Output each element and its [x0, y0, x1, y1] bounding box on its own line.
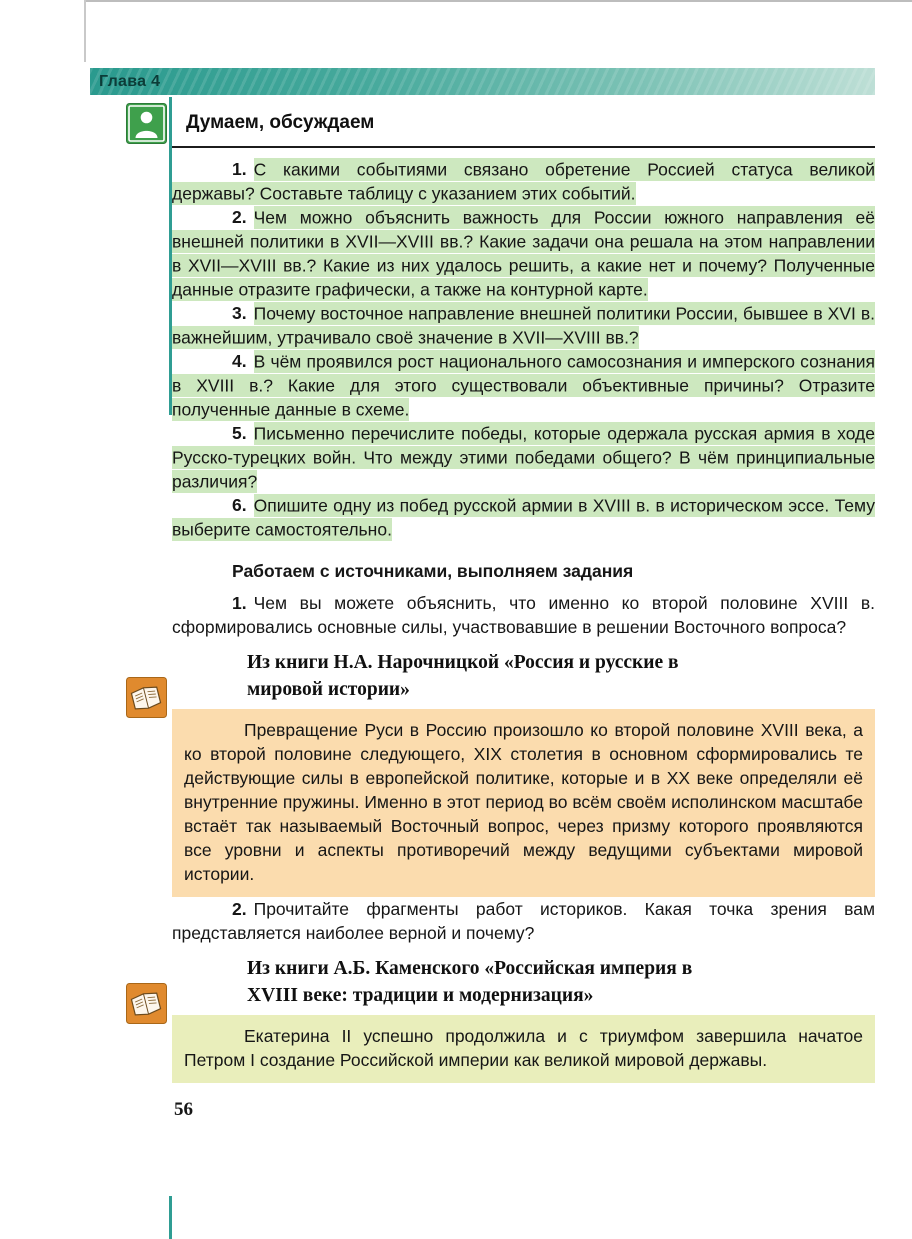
- question-item: [172, 301, 875, 349]
- question-item: [172, 421, 875, 493]
- question-number: 4.: [232, 351, 247, 371]
- source-quote-text: Превращение Руси в Россию произошло ко второй половине XVIII века, а ко второй половине следующего, XIX столетия в основном сформировались те действующие силы в европейской политике, которые и в XX веке определяли её внутренние пружины. Именно в этот период во всём своём исполинском масштабе встаёт так называемый Восточный вопрос, через призму которого проявляются все уровни и аспекты противоречий между ведущими субъектами мировой истории.: [184, 720, 863, 884]
- question-number: 5.: [232, 423, 247, 443]
- task-item: [172, 897, 875, 945]
- page-bottom-rule-vertical: [169, 1196, 172, 1239]
- task-text: Прочитайте фрагменты работ историков. Какая точка зрения вам представляется наиболее верной и почему?: [172, 899, 875, 943]
- question-item: [172, 349, 875, 421]
- question-text: Опишите одну из побед русской армии в XVIII в. в историческом эссе. Тему выберите самостоятельно.: [172, 495, 875, 539]
- chapter-header-bar: [90, 68, 875, 95]
- book-source-icon: [126, 677, 167, 718]
- question-text: Почему восточное направление внешней политики России, бывшее в XVI в. важнейшим, утрачивало своё значение в XVII—XVIII вв.?: [172, 303, 875, 347]
- question-text: В чём проявился рост национального самосознания и имперского сознания в XVIII в.? Какие для этого существовали объективные причины? Отразите полученные данные в схеме.: [172, 351, 875, 419]
- page-edge-top: [84, 0, 912, 2]
- task-number: 1.: [232, 593, 247, 613]
- sources-section-title: Работаем с источниками, выполняем задания: [232, 561, 634, 581]
- questions-list: [172, 157, 875, 541]
- question-number: 2.: [232, 207, 247, 227]
- question-item: [172, 205, 875, 301]
- think-discuss-icon: [126, 103, 167, 144]
- page-content: [172, 100, 875, 1121]
- question-number: 1.: [232, 159, 247, 179]
- task-text: Чем вы можете объяснить, что именно ко второй половине XVIII в. сформировались основные силы, участвовавшие в решении Восточного вопроса?: [172, 593, 875, 637]
- question-item: [172, 493, 875, 541]
- question-text: Чем можно объяснить важность для России южного направления её внешней политики в XVII—XVIII вв.? Какие задачи она решала на этом направлении в XVII—XVIII вв.? Какие из них удалось решить, а какие нет и почему? Полученные данные отразите графически, а также на контурной карте.: [172, 207, 875, 299]
- book-source-icon: [126, 983, 167, 1024]
- question-item: [172, 157, 875, 205]
- question-number: 3.: [232, 303, 247, 323]
- task-number: 2.: [232, 899, 247, 919]
- source-quote-block: [172, 709, 875, 897]
- chapter-label: Глава 4: [99, 73, 161, 90]
- question-text: С какими событиями связано обретение Россией статуса великой державы? Составьте таблицу с указанием этих событий.: [172, 159, 875, 203]
- think-section-title: Думаем, обсуждаем: [186, 112, 375, 133]
- source-block-narochnitskaya: [172, 649, 875, 897]
- page-number: 56: [174, 1099, 193, 1120]
- question-number: 6.: [232, 495, 247, 515]
- source-block-kamensky: [172, 955, 875, 1083]
- source-quote-text: Екатерина II успешно продолжила и с триумфом завершила начатое Петром I создание Российской империи как великой мировой державы.: [184, 1026, 863, 1070]
- question-text: Письменно перечислите победы, которые одержала русская армия в ходе Русско-турецких войн. Что между этими победами общего? В чём принципиальные различия?: [172, 423, 875, 491]
- page-edge-left: [84, 0, 86, 62]
- source-heading: Из книги Н.А. Нарочницкой «Россия и русские в мировой истории»: [247, 652, 679, 700]
- task-item: [172, 591, 875, 639]
- source-quote-block: [172, 1015, 875, 1083]
- think-section-header: [172, 100, 875, 148]
- source-heading: Из книги А.Б. Каменского «Российская империя в XVIII веке: традиции и модернизация»: [247, 958, 693, 1006]
